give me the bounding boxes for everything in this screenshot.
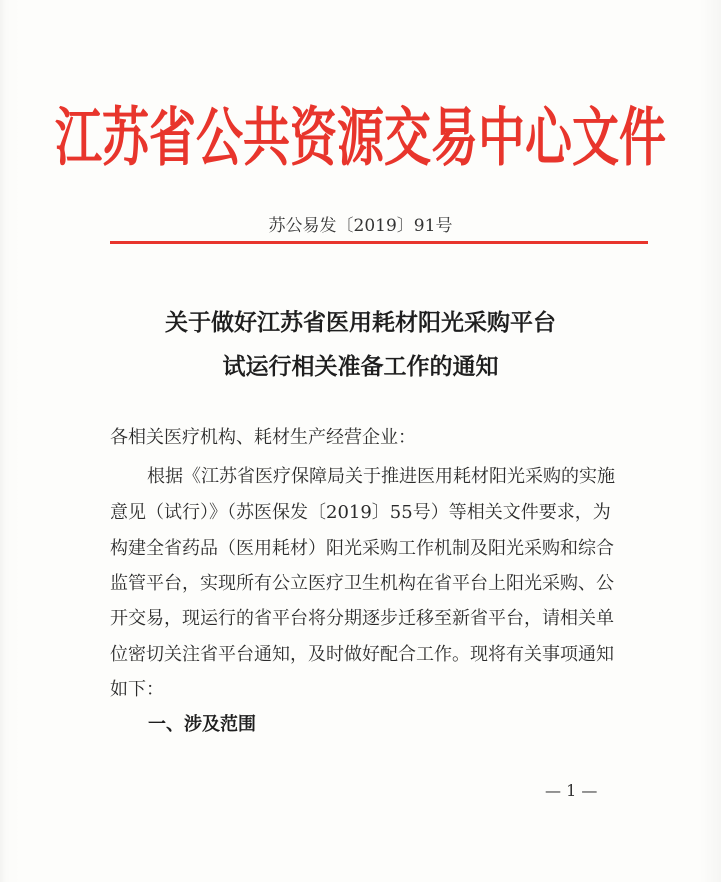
notice-title-line-1: 关于做好江苏省医用耗材阳光采购平台	[165, 309, 556, 336]
notice-title-line-2: 试运行相关准备工作的通知	[222, 353, 499, 380]
page-number: — 1 —	[545, 781, 598, 800]
paragraph-line: 如下：	[110, 679, 164, 700]
section-heading: 一、涉及范围	[148, 714, 256, 735]
paragraph-line: 根据《江苏省医疗保障局关于推进医用耗材阳光采购的实施	[147, 466, 615, 487]
paragraph-line: 位密切关注省平台通知，及时做好配合工作。现将有关事项通知	[110, 644, 614, 665]
paragraph-line: 开交易，现运行的省平台将分期逐步迁移至新省平台，请相关单	[110, 608, 614, 629]
paragraph-line: 构建全省药品（医用耗材）阳光采购工作机制及阳光采购和综合	[110, 538, 614, 559]
salutation: 各相关医疗机构、耗材生产经营企业：	[110, 427, 416, 448]
paragraph-line: 监管平台，实现所有公立医疗卫生机构在省平台上阳光采购、公	[110, 573, 614, 594]
paragraph-line: 意见（试行）》（苏医保发〔2019〕55号）等相关文件要求，为	[110, 502, 611, 523]
red-divider	[110, 241, 648, 244]
document-number: 苏公易发〔2019〕91号	[268, 216, 453, 236]
document-header-title: 江苏省公共资源交易中心文件	[55, 101, 666, 176]
